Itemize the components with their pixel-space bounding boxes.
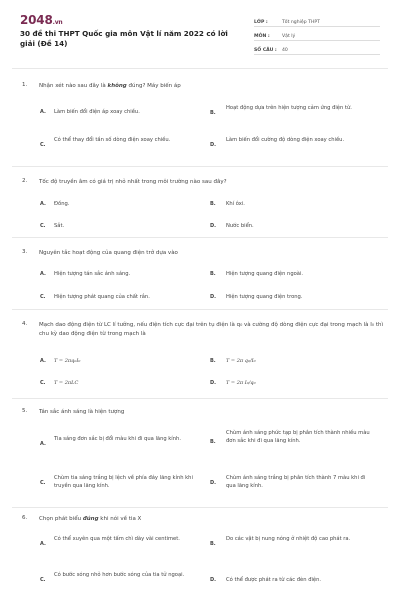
question-text: Tán sắc ánh sáng là hiện tượng bbox=[39, 409, 125, 415]
question-number: 5. bbox=[22, 408, 28, 414]
meta-row-count bbox=[254, 43, 380, 55]
question-text: Chọn phát biểu đúng khi nói về tia X bbox=[39, 516, 142, 522]
question-number: 2. bbox=[22, 178, 28, 184]
meta-info bbox=[254, 15, 380, 57]
meta-row-class bbox=[254, 15, 380, 27]
question-text: Nhận xét nào sau đây là không đúng? Máy biến áp bbox=[39, 83, 181, 89]
meta-value: 40 bbox=[282, 48, 288, 53]
divider bbox=[12, 309, 388, 310]
meta-label: MÔN : bbox=[254, 34, 270, 39]
meta-value: Vật lý bbox=[282, 34, 296, 39]
meta-row-subject bbox=[254, 29, 380, 41]
site-logo[interactable]: 2048.vn bbox=[20, 13, 63, 27]
divider bbox=[12, 398, 388, 399]
divider bbox=[12, 166, 388, 167]
question-text: Mạch dao động điện từ LC lí tưởng, nếu điện tích cực đại trên tụ điện là q₀ và cường độ dòng điện cực đại trong mạch là I₀ thì chu kỳ dao động điện từ trong mạch là bbox=[39, 322, 384, 337]
header bbox=[0, 0, 400, 62]
divider bbox=[12, 237, 388, 238]
question-number: 4. bbox=[22, 321, 28, 327]
meta-label: LỚP : bbox=[254, 20, 268, 25]
question-text: Tốc độ truyền âm có giá trị nhỏ nhất trong môi trường nào sau đây? bbox=[39, 179, 227, 185]
document-title: 30 đề thi THPT Quốc gia môn Vật lí năm 2022 có lời giải (Đề 14) bbox=[20, 29, 228, 48]
question-number: 3. bbox=[22, 249, 28, 255]
question-number: 6. bbox=[22, 515, 28, 521]
question-number: 1. bbox=[22, 82, 28, 88]
question-text: Nguyên tắc hoạt động của quang điện trở dựa vào bbox=[39, 250, 178, 256]
exam-page: 2048.vn 30 đề thi THPT Quốc gia môn Vật lí năm 2022 có lời giải (Đề 14) LỚP : Tốt nghiệp THPT MÔN : Vật lý SỐ CÂU : 40 1. Nhận xét nào sau đây là không đúng? Máy biến áp A. Làm biến đổi điện áp xoay chiều. B. Hoạt động dựa trên hiện tượng cảm ứng điện từ. C. Có thể thay đổi tần số dòng điện xoay chiều. D. Làm biến đổi cường độ dòng điện xoay chiều. 2. Tốc độ truyền âm có giá trị nhỏ nhất trong môi trường nào sau đây? A. Đồng. B. Khí ôxi. C. Sắt. D. Nước biển. 3. Nguyên tắc hoạt động của quang điện trở dựa vào A. Hiện tượng tán sắc ánh sáng. B. Hiện tượng quang điện ngoài. C. Hiện tượng phát quang của chất rắn. D. Hiện tượng quang điện trong. 4. Mạch dao động điện từ LC lí tưởng, nếu điện tích cực đại trên tụ điện là q₀ và cường độ dòng điện cực đại trong mạch là I₀ thì chu kỳ dao động điện từ trong mạch là A. T = 2πq₀I₀ B. T = 2π q₀/I₀ C. T = 2πLC D. T = 2π I₀/q₀ 5. Tán sắc ánh sáng là hiện tượng A. Tia sáng đơn sắc bị đổi màu khi đi qua lăng kính. B. Chùm ánh sáng phức tạp bị phân tích thành nhiều màu đơn sắc khi đi qua lăng kính. C. Chùm tia sáng trắng bị lệch về phía đáy lăng kính khi truyền qua lăng kính. D. Chùm ánh sáng trắng bị phân tích thành 7 màu khi đi qua lăng kính. 6. Chọn phát biểu đúng khi nói về tia X A. Có thể xuyên qua một tấm chì dày vài centimet. B. Do các vật bị nung nóng ở nhiệt độ cao phát ra. C. Có bước sóng nhỏ hơn bước sóng của tia tử ngoại. D. Có thể được phát ra từ các đèn điện. bbox=[0, 0, 400, 600]
meta-value: Tốt nghiệp THPT bbox=[282, 20, 320, 25]
meta-label: SỐ CÂU : bbox=[254, 48, 277, 53]
divider bbox=[12, 507, 388, 508]
divider bbox=[12, 68, 388, 69]
